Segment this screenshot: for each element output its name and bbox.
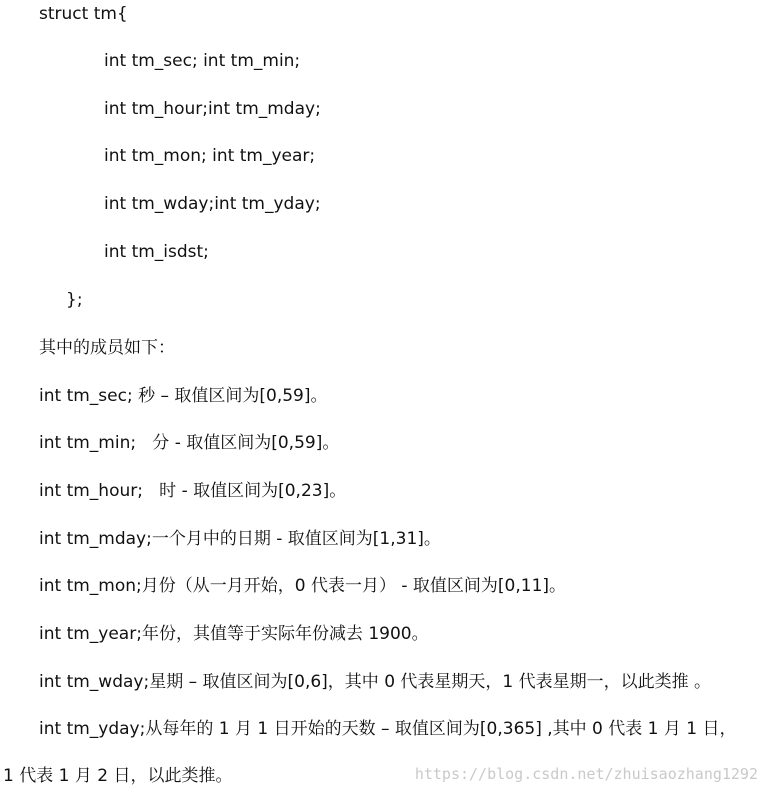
struct-field-line: int tm_mon; int tm_year; [104,146,316,166]
watermark: https://blog.csdn.net/zhuisaozhang1292 [414,765,758,783]
member-description: int tm_wday;星期 – 取值区间为[0,6]，其中 0 代表星期天，1 代表星期一，以此类推 。 [39,672,712,692]
member-description: int tm_hour; 时 - 取值区间为[0,23]。 [39,481,347,501]
struct-close: }; [66,290,83,310]
member-description: int tm_year;年份，其值等于实际年份减去 1900。 [39,624,429,644]
member-description: int tm_min; 分 - 取值区间为[0,59]。 [39,433,340,453]
member-description-continuation: 1 代表 1 月 2 日，以此类推。 [3,766,233,786]
member-description: int tm_mon;月份（从一月开始，0 代表一月） - 取值区间为[0,11]。 [39,576,567,596]
struct-field-line: int tm_sec; int tm_min; [104,51,301,71]
member-description: int tm_mday;一个月中的日期 - 取值区间为[1,31]。 [39,529,441,549]
struct-field-line: int tm_isdst; [104,242,209,262]
struct-field-line: int tm_hour;int tm_mday; [104,99,321,119]
struct-open: struct tm{ [39,4,128,24]
struct-field-line: int tm_wday;int tm_yday; [104,194,321,214]
member-description: int tm_sec; 秒 – 取值区间为[0,59]。 [39,386,328,406]
member-description: int tm_yday;从每年的 1 月 1 日开始的天数 – 取值区间为[0,365] ,其中 0 代表 1 月 1 日， [39,719,737,739]
members-intro: 其中的成员如下： [39,338,175,358]
